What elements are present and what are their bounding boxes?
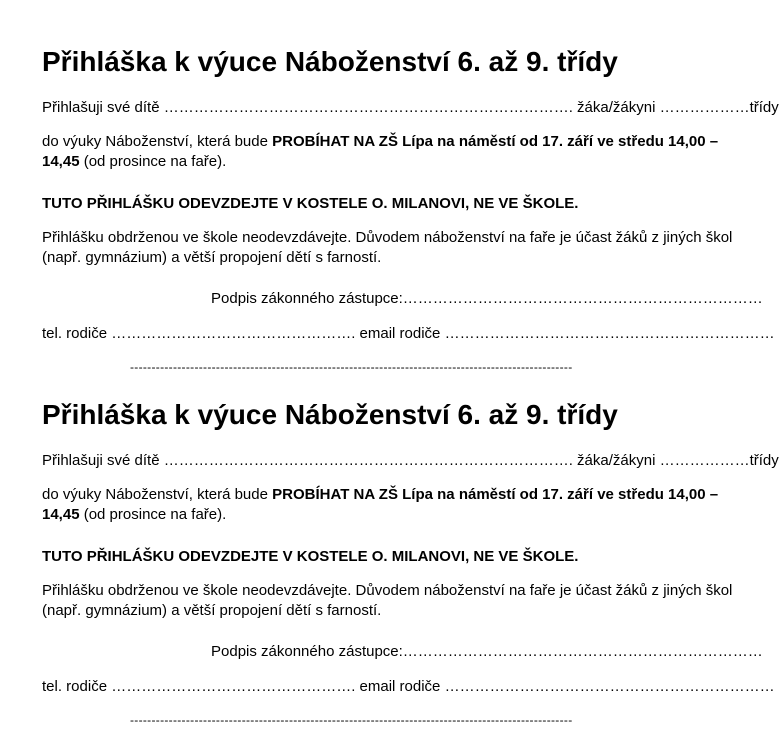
schedule-note: (od prosince na faře). (79, 506, 227, 523)
contact-line: tel. rodiče …………………………………………. email rodiče ………………………………………………………… (42, 325, 775, 342)
explanation-paragraph: Přihlášku obdrženou ve škole neodevzdávejte. Důvodem náboženství na faře je účast žáků z jiných škol (např. gymnázium) a větší propojení dětí s farností. (42, 229, 733, 266)
cut-separator: ------------------------------------------------------------------------------------------------------- (130, 713, 573, 727)
signature-line: Podpis zákonného zástupce:……………………………………………………………… (211, 290, 763, 307)
schedule-note: (od prosince na faře). (79, 153, 227, 170)
form-title: Přihláška k výuce Náboženství 6. až 9. třídy (42, 46, 618, 77)
schedule-paragraph (42, 132, 742, 172)
signature-line: Podpis zákonného zástupce:……………………………………………………………… (211, 643, 763, 660)
schedule-intro: do výuky Náboženství, která bude (42, 486, 273, 503)
schedule-intro: do výuky Náboženství, která bude (42, 133, 273, 150)
form-title: Přihláška k výuce Náboženství 6. až 9. třídy (42, 399, 618, 430)
schedule-paragraph (42, 485, 742, 525)
schedule-details: PROBÍHAT NA ZŠ Lípa na náměstí od 17. září ve středu 14,00 – 14,45 (42, 133, 719, 170)
contact-line: tel. rodiče …………………………………………. email rodiče ………………………………………………………… (42, 678, 775, 695)
explanation-paragraph: Přihlášku obdrženou ve škole neodevzdávejte. Důvodem náboženství na faře je účast žáků z jiných škol (např. gymnázium) a větší propojení dětí s farností. (42, 582, 733, 619)
cut-separator: ------------------------------------------------------------------------------------------------------- (130, 360, 573, 374)
submission-instruction: TUTO PŘIHLÁŠKU ODEVZDEJTE V KOSTELE O. MILANOVI, NE VE ŠKOLE. (42, 195, 579, 212)
registration-form-1 (42, 44, 779, 374)
child-grade-line: Přihlašuji své dítě ………………………………………………………………………. žáka/žákyni ………………třídy (42, 99, 779, 116)
schedule-details: PROBÍHAT NA ZŠ Lípa na náměstí od 17. září ve středu 14,00 – 14,45 (42, 486, 719, 523)
submission-instruction: TUTO PŘIHLÁŠKU ODEVZDEJTE V KOSTELE O. MILANOVI, NE VE ŠKOLE. (42, 548, 579, 565)
child-grade-line: Přihlašuji své dítě ………………………………………………………………………. žáka/žákyni ………………třídy (42, 452, 779, 469)
registration-form-2 (42, 397, 779, 727)
